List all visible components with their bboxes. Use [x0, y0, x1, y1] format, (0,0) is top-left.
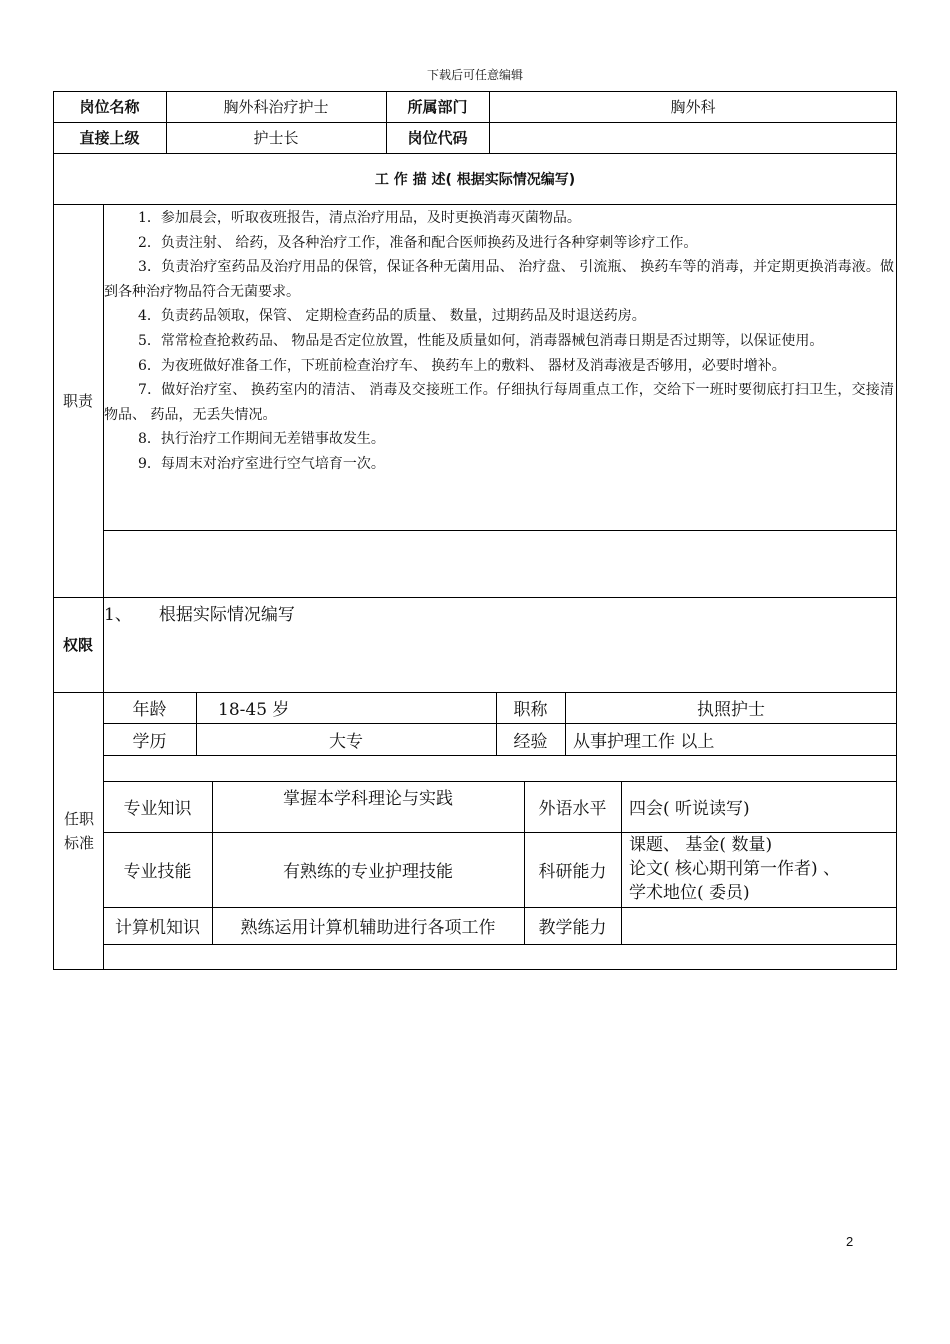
duty-item: 8．执行治疗工作期间无差错事故发生。 — [138, 431, 385, 448]
duty-item: 9．每周末对治疗室进行空气培育一次。 — [138, 455, 385, 472]
title-value: 执照护士 — [697, 700, 765, 720]
education-label: 学历 — [132, 731, 167, 752]
duty-item: 6．为夜班做好准备工作，下班前检查治疗车、 换药车上的敷料、 器材及消毒液是否够用，必要时增补。 — [138, 357, 786, 374]
authority-item: 1、 根据实际情况编写 — [104, 605, 295, 625]
research-line: 课题、 基金( 数量) — [629, 835, 773, 855]
skill-value: 有熟练的专业护理技能 — [283, 862, 453, 882]
research-value — [629, 833, 897, 905]
supervisor-label: 直接上级 — [79, 129, 140, 147]
age-label: 年龄 — [132, 700, 167, 720]
post-name-value: 胸外科治疗护士 — [223, 98, 329, 116]
language-label: 外语水平 — [538, 799, 607, 819]
computer-value: 熟练运用计算机辅助进行各项工作 — [240, 918, 496, 938]
education-value: 大专 — [329, 731, 363, 752]
skill-label: 专业技能 — [123, 862, 192, 882]
duty-item: 2．负责注射、 给药，及各种治疗工作，准备和配合医师换药及进行各种穿刺等诊疗工作。 — [138, 234, 698, 251]
knowledge-value: 掌握本学科理论与实践 — [283, 788, 453, 809]
teaching-label: 教学能力 — [538, 918, 607, 938]
language-value: 四会( 听说读写) — [629, 799, 750, 819]
research-label: 科研能力 — [538, 862, 607, 882]
duties-label: 职责 — [62, 392, 93, 410]
teaching-value — [621, 907, 897, 944]
authority-label: 权限 — [62, 636, 93, 654]
post-code-label: 岗位代码 — [407, 129, 468, 147]
section-title: 工 作 描 述( 根据实际情况编写) — [374, 171, 576, 188]
duty-item: 7．做好治疗室、 换药室内的清洁、 消毒及交接班工作。仔细执行每周重点工作，交给下一班时要彻底打扫卫生，交接清物品、 药品，无丢失情况。 — [104, 382, 894, 423]
research-line: 学术地位( 委员) — [629, 883, 750, 903]
header-note: 下载后可任意编辑 — [426, 68, 523, 82]
supervisor-value: 护士长 — [253, 129, 299, 147]
department-label: 所属部门 — [407, 98, 468, 116]
research-line: 论文( 核心期刊第一作者) 、 — [629, 859, 841, 879]
experience-value: 从事护理工作 以上 — [573, 731, 715, 752]
post-code-value — [489, 122, 897, 153]
age-value: 18-45 岁 — [218, 700, 290, 720]
duty-item: 4．负责药品领取，保管、 定期检查药品的质量、 数量，过期药品及时退送药房。 — [138, 308, 646, 325]
post-name-label: 岗位名称 — [79, 98, 140, 116]
title-label: 职称 — [513, 700, 548, 720]
duty-item: 3．负责治疗室药品及治疗用品的保管，保证各种无菌用品、 治疗盘、 引流瓶、 换药车等的消毒，并定期更换消毒液。做到各种治疗物品符合无菌要求。 — [104, 259, 894, 300]
experience-label: 经验 — [513, 731, 548, 752]
page-number: 2 — [846, 1234, 854, 1249]
computer-label: 计算机知识 — [115, 918, 200, 938]
department-value: 胸外科 — [670, 98, 716, 116]
duties-list — [104, 206, 894, 477]
duty-item: 5．常常检查抢救药品、 物品是否定位放置，性能及质量如何，消毒器械包消毒日期是否过期等，以保证使用。 — [138, 332, 824, 349]
knowledge-label: 专业知识 — [123, 799, 192, 819]
duty-item: 1．参加晨会，听取夜班报告，清点治疗用品，及时更换消毒灭菌物品。 — [138, 210, 581, 226]
qualification-label: 任职标准 — [63, 810, 94, 852]
